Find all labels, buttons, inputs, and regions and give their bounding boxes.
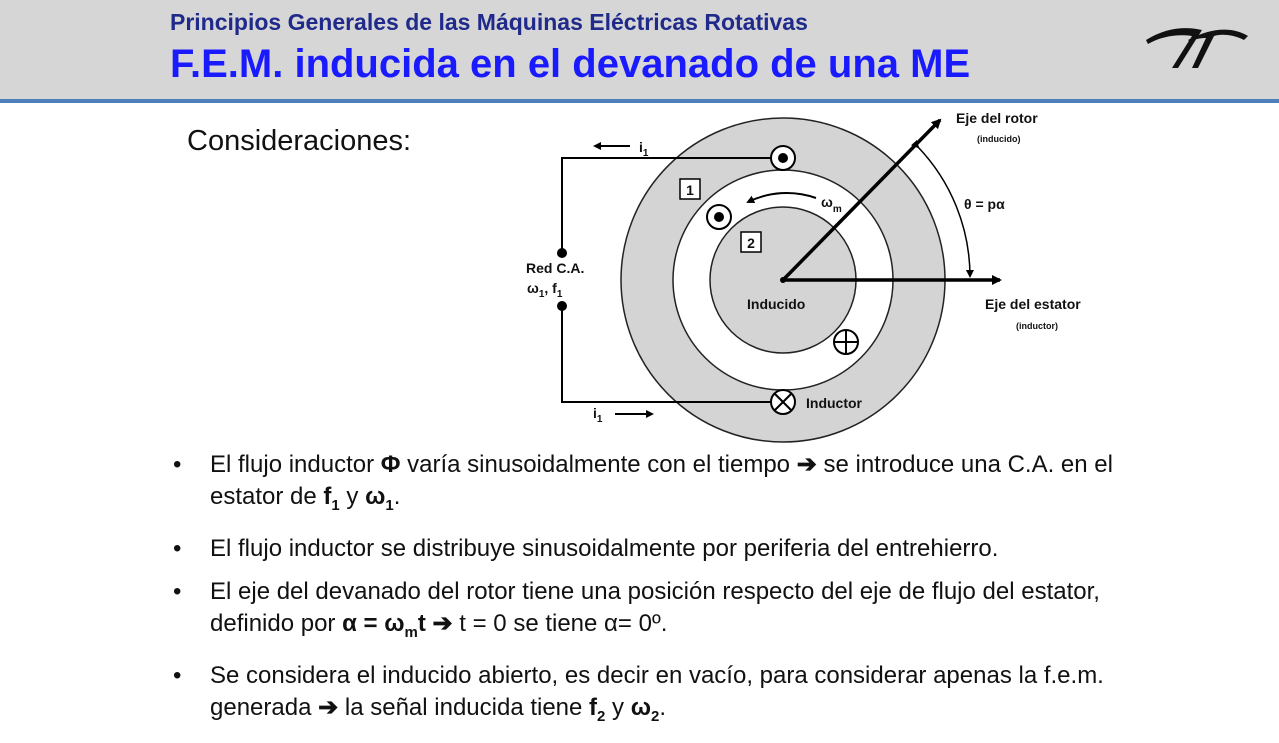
- bullet-dot: •: [173, 534, 182, 562]
- center-point: [780, 277, 786, 283]
- rotor-conductor-plus-icon: [834, 330, 858, 354]
- grid-freq-label: $\omega_1$, $f_1$: [527, 280, 563, 300]
- slide-supertitle: Principios Generales de las Máquinas Eléctricas Rotativas: [170, 9, 808, 35]
- armature-label: Inducido: [747, 296, 806, 312]
- stator-conductor-cross-icon: [771, 390, 795, 414]
- bullet-item: • El eje del devanado del rotor tiene una posición respecto del eje de flujo del estator, definido por $\alpha = \omega_mt$ ➔ t = 0 se tiene α= 0º.: [173, 577, 1100, 641]
- omega-m-label: $\omega_m$: [821, 194, 842, 215]
- bullet-item: • Se considera el inducido abierto, es decir en vacío, para considerar apenas la f.e.m. generada ➔ la señal inducida tiene $f_2$ y $\omega_2$.: [173, 661, 1104, 725]
- rotor-axis-sublabel: (inducido): [977, 134, 1021, 144]
- box-2-label: 2: [747, 235, 755, 251]
- slide-title: F.E.M. inducida en el devanado de una ME: [170, 42, 971, 86]
- considerations-heading: Consideraciones:: [187, 125, 412, 157]
- current-label-bottom: $i_1$: [593, 405, 603, 425]
- bullet-item: • El flujo inductor se distribuye sinusoidalmente por periferia del entrehierro.: [170, 533, 1170, 565]
- stator-conductor-dot-icon: [771, 146, 795, 170]
- stator-axis-sublabel: (inductor): [1016, 321, 1058, 331]
- grid-label: Red C.A.: [526, 260, 585, 276]
- bullet-list: [170, 449, 1170, 743]
- rotor-conductor-dot-icon: [707, 205, 731, 229]
- terminal-bottom: [557, 301, 567, 311]
- stator-axis-label: Eje del estator: [985, 296, 1081, 312]
- bullet-item: • El flujo inductor Φ varía sinusoidalmente con el tiempo ➔ se introduce una C.A. en el estator de $f_1$ y $\omega_1$.: [173, 451, 1113, 514]
- current-label-top: $i_1$: [639, 139, 649, 159]
- bullet-dot: •: [173, 577, 182, 605]
- bullet-dot: •: [173, 661, 182, 689]
- bullet-dot: •: [173, 451, 182, 478]
- terminal-top: [557, 248, 567, 258]
- rotor-axis-label: Eje del rotor: [956, 110, 1038, 126]
- box-1-label: 1: [686, 182, 694, 198]
- angle-label: θ = pα: [964, 196, 1005, 212]
- inductor-label: Inductor: [806, 395, 862, 411]
